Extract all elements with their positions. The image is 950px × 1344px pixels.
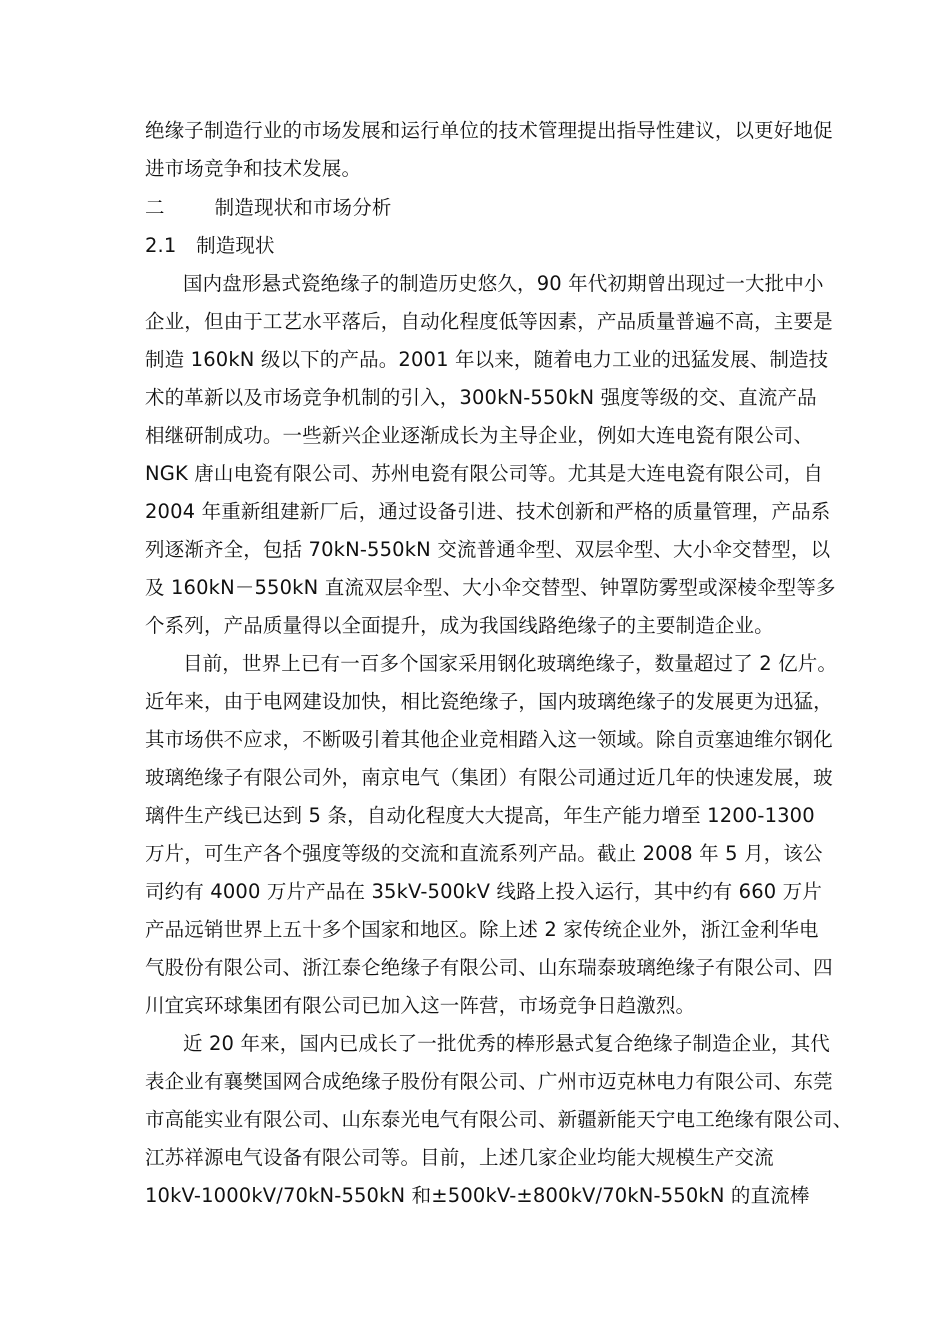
- paragraph-1-line-4: 术的革新以及市场竞争机制的引入，300kN-550kN 强度等级的交、直流产品: [145, 386, 817, 409]
- paragraph-3-line-5: 10kV-1000kV/70kN-550kN 和±500kV-±800kV/70kN-550kN 的直流棒: [145, 1184, 810, 1207]
- subsection-heading: 2.1 制造现状: [145, 234, 275, 257]
- paragraph-1-line-8: 列逐渐齐全，包括 70kN-550kN 交流普通伞型、双层伞型、大小伞交替型，以: [145, 538, 831, 561]
- section-heading: 二 制造现状和市场分析: [145, 196, 392, 219]
- paragraph-2-line-6: 万片，可生产各个强度等级的交流和直流系列产品。截止 2008 年 5 月，该公: [145, 842, 823, 865]
- paragraph-1-line-3: 制造 160kN 级以下的产品。2001 年以来，随着电力工业的迅猛发展、制造技: [145, 348, 829, 371]
- paragraph-1-line-10: 个系列，产品质量得以全面提升，成为我国线路绝缘子的主要制造企业。: [145, 614, 774, 637]
- intro-line-2: 进市场竞争和技术发展。: [145, 157, 362, 180]
- paragraph-3-line-1: 近 20 年来，国内已成长了一批优秀的棒形悬式复合绝缘子制造企业，其代: [183, 1032, 830, 1055]
- paragraph-2-line-7: 司约有 4000 万片产品在 35kV-500kV 线路上投入运行，其中约有 660 万片: [145, 880, 822, 903]
- paragraph-2-line-5: 璃件生产线已达到 5 条，自动化程度大大提高，年生产能力增至 1200-1300: [145, 804, 815, 827]
- paragraph-3-line-3: 市高能实业有限公司、山东泰光电气有限公司、新疆新能天宁电工绝缘有限公司、: [145, 1108, 853, 1131]
- intro-line-1: 绝缘子制造行业的市场发展和运行单位的技术管理提出指导性建议，以更好地促: [145, 119, 833, 142]
- paragraph-2-line-1: 目前，世界上已有一百多个国家采用钢化玻璃绝缘子，数量超过了 2 亿片。: [183, 652, 838, 675]
- paragraph-2-line-3: 其市场供不应求，不断吸引着其他企业竞相踏入这一领域。除自贡塞迪维尔钢化: [145, 728, 833, 751]
- paragraph-2-line-8: 产品远销世界上五十多个国家和地区。除上述 2 家传统企业外，浙江金利华电: [145, 918, 819, 941]
- paragraph-2-line-4: 玻璃绝缘子有限公司外，南京电气（集团）有限公司通过近几年的快速发展，玻: [145, 766, 833, 789]
- paragraph-2-line-10: 川宜宾环球集团有限公司已加入这一阵营，市场竞争日趋激烈。: [145, 994, 696, 1017]
- paragraph-3-line-2: 表企业有襄樊国网合成绝缘子股份有限公司、广州市迈克林电力有限公司、东莞: [145, 1070, 833, 1093]
- paragraph-1-line-2: 企业，但由于工艺水平落后，自动化程度低等因素，产品质量普遍不高，主要是: [145, 310, 833, 333]
- paragraph-2-line-9: 气股份有限公司、浙江泰仑绝缘子有限公司、山东瑞泰玻璃绝缘子有限公司、四: [145, 956, 833, 979]
- paragraph-1-line-1: 国内盘形悬式瓷绝缘子的制造历史悠久，90 年代初期曾出现过一大批中小: [183, 272, 824, 295]
- paragraph-1-line-6: NGK 唐山电瓷有限公司、苏州电瓷有限公司等。尤其是大连电瓷有限公司，自: [145, 462, 824, 485]
- paragraph-1-line-5: 相继研制成功。一些新兴企业逐渐成长为主导企业，例如大连电瓷有限公司、: [145, 424, 814, 447]
- paragraph-2-line-2: 近年来，由于电网建设加快，相比瓷绝缘子，国内玻璃绝缘子的发展更为迅猛，: [145, 690, 833, 713]
- paragraph-3-line-4: 江苏祥源电气设备有限公司等。目前，上述几家企业均能大规模生产交流: [145, 1146, 774, 1169]
- paragraph-1-line-9: 及 160kN－550kN 直流双层伞型、大小伞交替型、钟罩防雾型或深棱伞型等多: [145, 576, 836, 599]
- paragraph-1-line-7: 2004 年重新组建新厂后，通过设备引进、技术创新和严格的质量管理，产品系: [145, 500, 831, 523]
